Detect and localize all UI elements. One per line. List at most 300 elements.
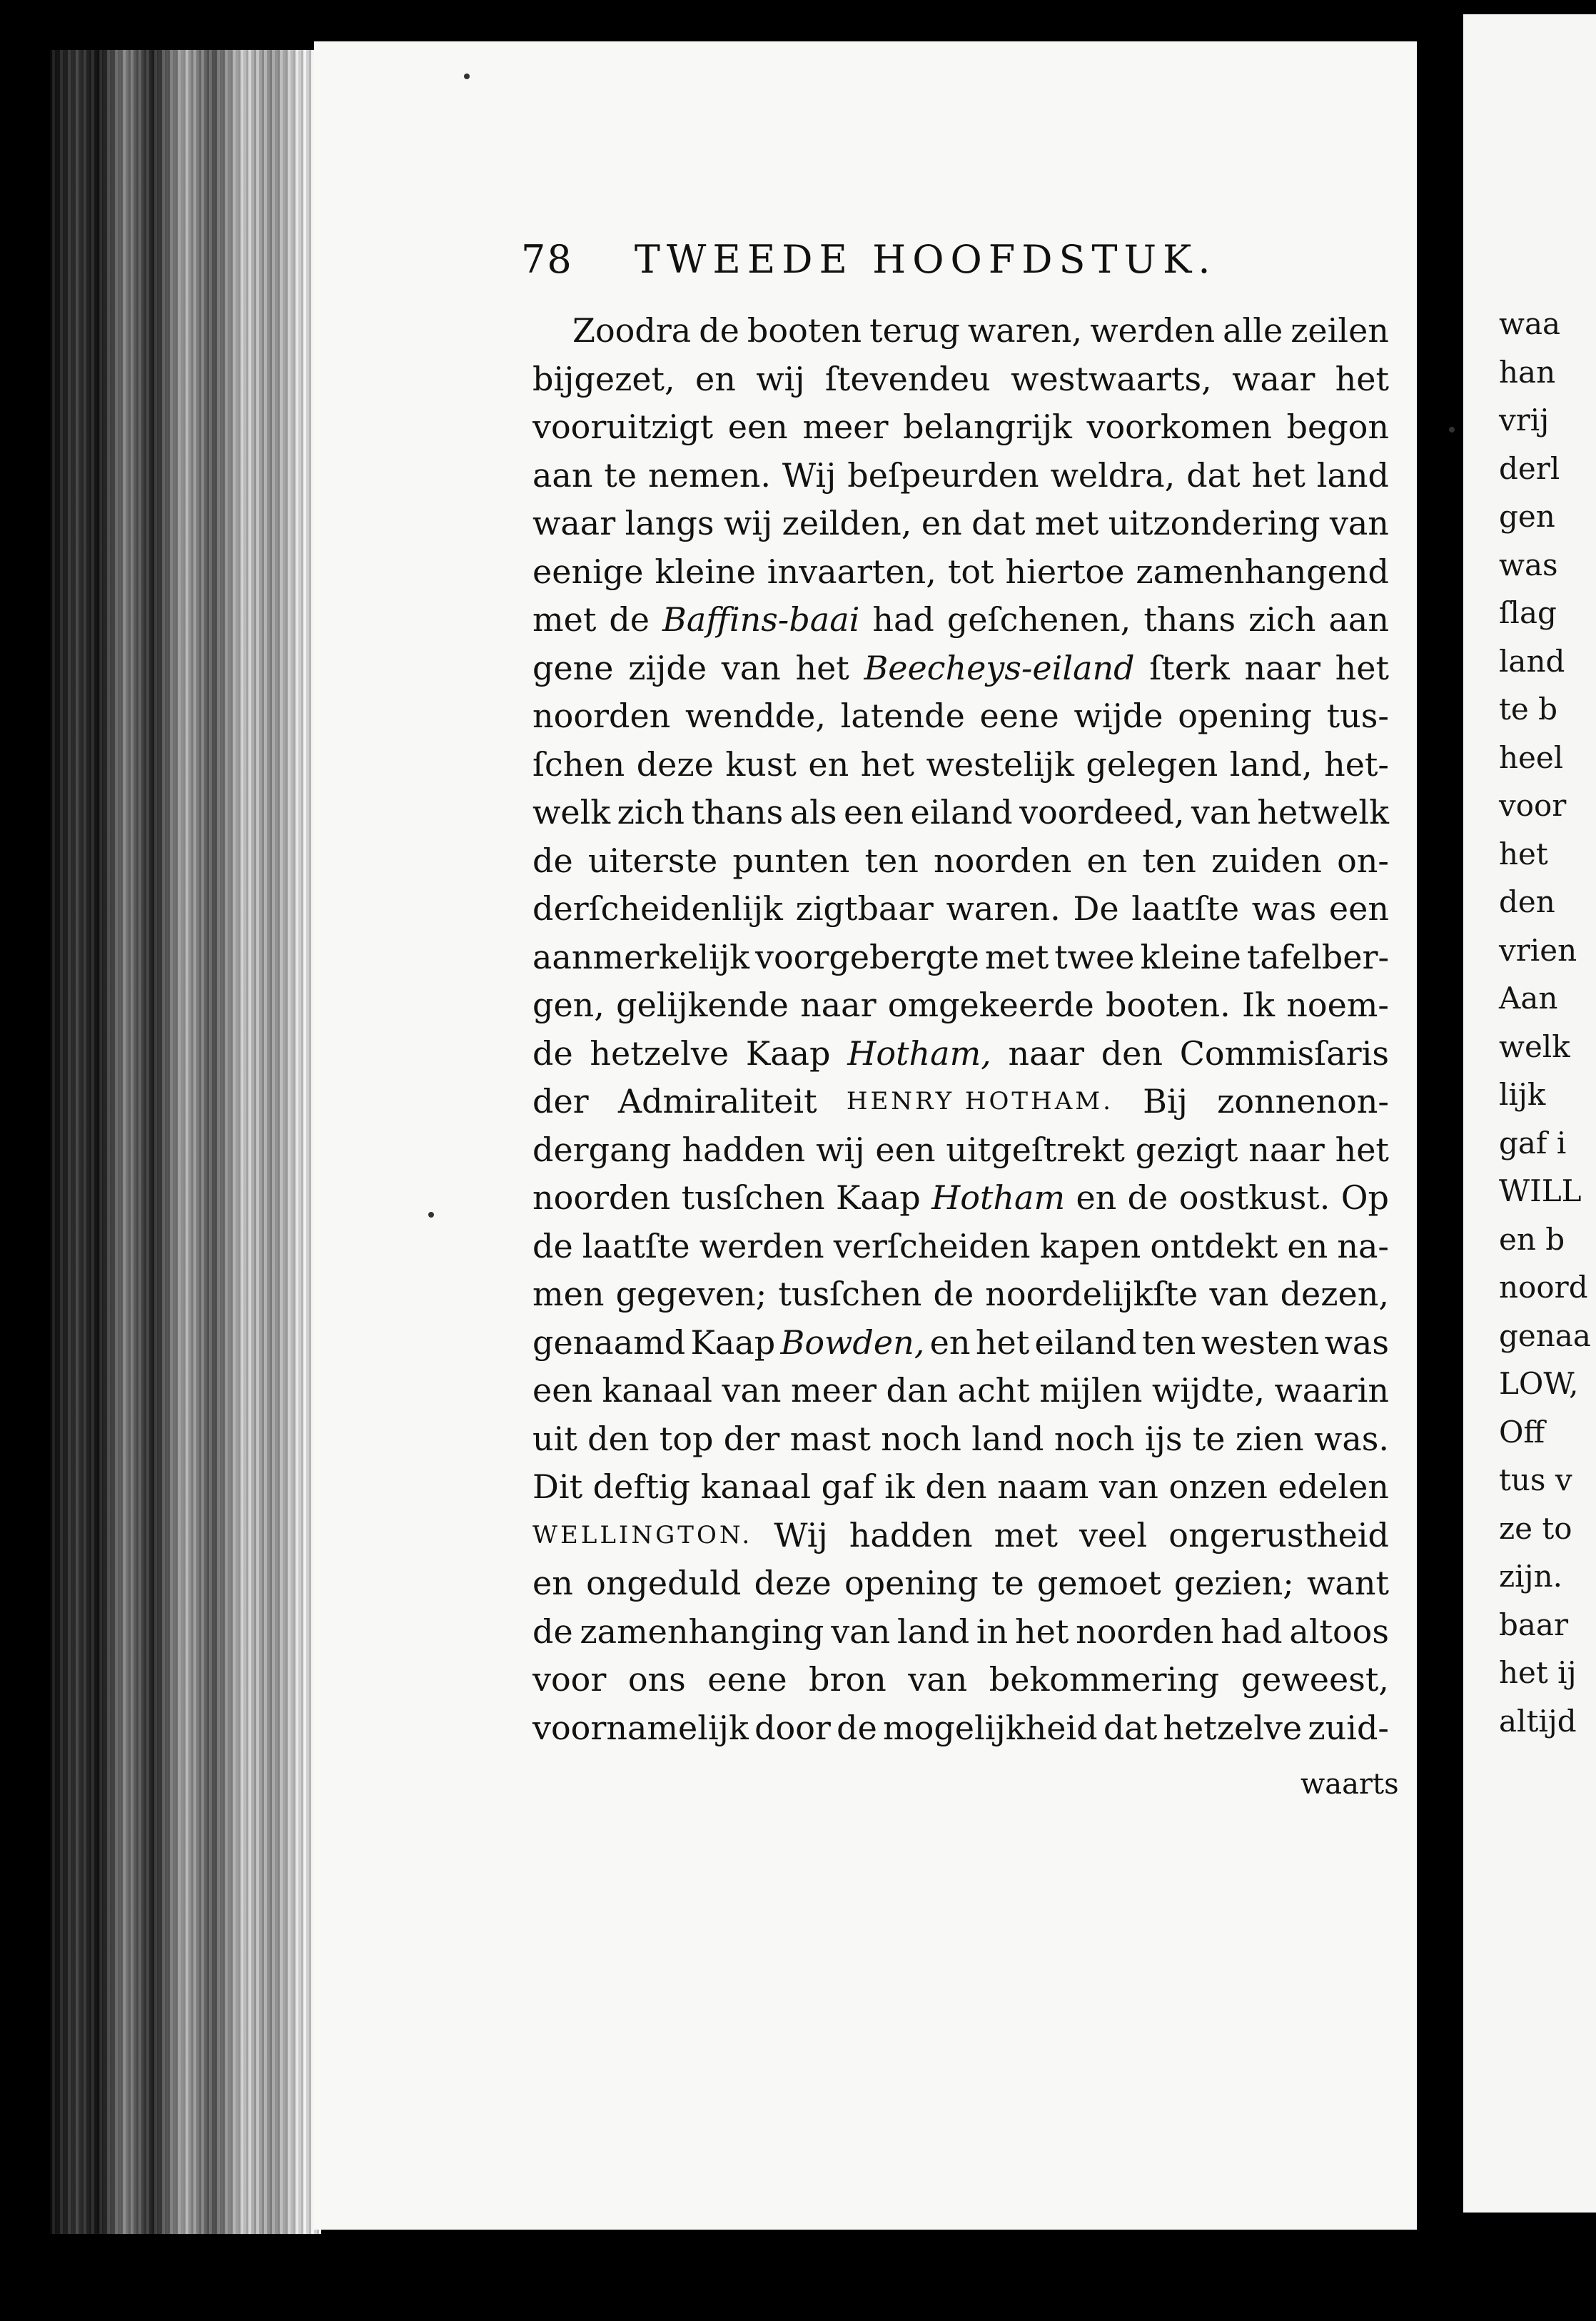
facing-page-fragment: derl <box>1499 450 1560 486</box>
facing-page-fragment: waa <box>1499 306 1561 341</box>
word: van <box>721 648 781 687</box>
word: en <box>921 504 962 542</box>
facing-page-fragment: den <box>1499 884 1555 919</box>
word: te <box>991 1564 1024 1602</box>
word: het <box>1335 648 1389 687</box>
word: met <box>1034 504 1099 542</box>
text-line <box>532 741 1389 789</box>
word: zuiden <box>1211 841 1322 880</box>
word: kapen <box>1039 1226 1141 1265</box>
word: en <box>808 744 849 784</box>
word: had <box>872 600 934 639</box>
word: noch <box>881 1419 961 1458</box>
word: kust <box>725 744 797 784</box>
word: acht <box>957 1371 1030 1410</box>
word: te <box>604 455 637 495</box>
word: noorden <box>934 841 1072 880</box>
word: waarin <box>1274 1371 1389 1410</box>
word: noorden <box>532 697 671 735</box>
word: met <box>532 600 597 639</box>
word: een <box>532 1371 593 1410</box>
word: booten <box>747 311 862 350</box>
facing-page-fragment: zijn. <box>1499 1559 1562 1594</box>
word: wij <box>756 359 805 398</box>
word: bron <box>809 1660 887 1699</box>
word: kleine <box>655 552 756 591</box>
word: hetzelve <box>590 1033 729 1073</box>
text-line <box>532 403 1389 452</box>
word: zonnenon- <box>1217 1082 1389 1121</box>
word: bijgezet, <box>532 359 675 398</box>
word: oostkust. <box>1178 1178 1330 1217</box>
word: den <box>1101 1033 1163 1073</box>
facing-page-fragment: tus v <box>1499 1462 1572 1497</box>
word: ten <box>1142 1323 1196 1362</box>
facing-page-fragment: LOW, <box>1499 1366 1579 1401</box>
word: wijde <box>1074 697 1163 735</box>
word: en <box>532 1564 573 1602</box>
text-line <box>532 1367 1389 1415</box>
word: en <box>1076 1178 1117 1217</box>
word: westen <box>1201 1323 1320 1362</box>
word: naar <box>1248 1130 1325 1169</box>
word: uitgeſtrekt <box>946 1130 1125 1169</box>
word: ongeduld <box>586 1564 742 1602</box>
word: westwaarts, <box>1011 359 1212 398</box>
word: Baffins-baai <box>662 600 860 639</box>
text-line <box>532 1270 1389 1319</box>
word: noordelijkſte <box>985 1275 1198 1313</box>
word: waren. <box>946 889 1061 928</box>
word: gemoet <box>1036 1564 1161 1602</box>
word: eiland <box>910 793 1013 831</box>
word: gen, <box>532 986 605 1024</box>
word: land, <box>1229 744 1313 784</box>
word: thans <box>691 793 784 831</box>
word: Admiraliteit <box>617 1082 817 1121</box>
word: Beecheys-eiland <box>864 648 1135 687</box>
word: geweest, <box>1241 1660 1389 1699</box>
word: belangrijk <box>903 408 1072 446</box>
word: Dit <box>532 1467 583 1506</box>
text-line <box>532 1174 1389 1223</box>
text-line <box>532 1656 1389 1704</box>
word: in <box>976 1612 1009 1651</box>
text-line <box>532 1559 1389 1608</box>
word: Wij <box>774 1515 828 1554</box>
facing-page-fragment: altijd <box>1499 1703 1577 1739</box>
word: uiterste <box>587 841 718 880</box>
word: wij <box>723 504 773 542</box>
word: meer <box>790 1371 877 1410</box>
word: zamenhanging <box>580 1612 824 1651</box>
word: voornamelijk <box>532 1708 749 1747</box>
word: land <box>971 1419 1044 1458</box>
word: laatſte <box>1131 889 1240 928</box>
word: tafelber- <box>1246 937 1389 976</box>
text-line <box>532 1319 1389 1367</box>
facing-page-fragment: ze to <box>1499 1510 1572 1546</box>
text-line <box>532 644 1389 693</box>
book-page-edges <box>50 50 321 2234</box>
text-line <box>532 596 1389 644</box>
word: Bij <box>1143 1082 1188 1121</box>
word: land <box>897 1612 970 1651</box>
word: het- <box>1324 744 1389 784</box>
word: van <box>1329 504 1389 542</box>
paper-speck <box>464 74 470 79</box>
facing-page-fragment: gen <box>1499 499 1555 534</box>
word: was. <box>1313 1419 1389 1458</box>
word: deftig <box>592 1467 690 1506</box>
word: mogelijkheid <box>883 1708 1098 1747</box>
text-line <box>532 452 1389 500</box>
word: land <box>1316 455 1389 495</box>
word: Zoodra <box>572 311 692 350</box>
word: de <box>837 1708 877 1747</box>
word: altoos <box>1289 1612 1389 1651</box>
text-line <box>532 789 1389 837</box>
word: uitzondering <box>1108 504 1320 542</box>
word: was <box>1251 889 1317 928</box>
word: langs <box>625 504 714 542</box>
word: de <box>1127 1178 1168 1217</box>
word: en <box>929 1323 971 1362</box>
word: van <box>831 1612 891 1651</box>
facing-page-fragment: land <box>1499 643 1565 679</box>
word: het <box>1335 1130 1389 1169</box>
word: werden <box>1090 311 1216 350</box>
word: ten <box>1142 841 1196 880</box>
word: eiland <box>1034 1323 1137 1362</box>
word: het <box>1015 1612 1069 1651</box>
word: gelegen <box>1086 744 1218 784</box>
word: deze <box>754 1564 832 1602</box>
word: geſchenen, <box>946 600 1131 639</box>
word: aan <box>532 455 593 495</box>
facing-page-fragment: vrien <box>1499 932 1577 968</box>
word: nemen. <box>648 455 771 495</box>
word: alle <box>1223 311 1283 350</box>
word: de <box>532 841 573 880</box>
word: eenige <box>532 552 644 591</box>
word: verſcheiden <box>833 1226 1031 1265</box>
word: HENRY HOTHAM. <box>846 1087 1113 1116</box>
word: derſcheidenlijk <box>532 889 783 928</box>
word: aanmerkelijk <box>532 937 749 976</box>
facing-page-fragment: Off <box>1499 1414 1545 1450</box>
facing-page-fragment: was <box>1499 547 1558 582</box>
word: den <box>925 1467 987 1506</box>
word: onzen <box>1168 1467 1268 1506</box>
word: gene <box>532 648 614 687</box>
word: noorden <box>1076 1612 1214 1651</box>
text-line <box>532 1608 1389 1657</box>
word: van <box>1098 1467 1158 1506</box>
word: tus- <box>1326 697 1389 735</box>
word: als <box>789 793 837 831</box>
word: thans <box>1143 600 1236 639</box>
word: het <box>975 1323 1030 1362</box>
word: dat <box>1186 455 1241 495</box>
word: met <box>984 937 1049 976</box>
text-line <box>532 307 1389 355</box>
word: dat <box>971 504 1026 542</box>
word: waar <box>532 504 616 542</box>
word: ſchen <box>532 744 625 784</box>
catchword: waarts <box>1300 1768 1399 1801</box>
word: latende <box>840 697 965 735</box>
word: zich <box>617 793 685 831</box>
word: ſtevendeu <box>824 359 991 398</box>
word: hetzelve <box>1163 1708 1303 1747</box>
word: en <box>1287 1226 1328 1265</box>
word: weldra, <box>1050 455 1176 495</box>
word: beſpeurden <box>847 455 1039 495</box>
word: met <box>994 1515 1058 1554</box>
text-line <box>532 981 1389 1030</box>
word: hadden <box>849 1515 973 1554</box>
word: hadden <box>682 1130 806 1169</box>
word: het <box>860 744 915 784</box>
facing-page-fragment: noord <box>1499 1270 1588 1305</box>
word: punten <box>732 841 850 880</box>
word: een <box>727 408 788 446</box>
word: het <box>795 648 849 687</box>
word: Op <box>1340 1178 1389 1217</box>
word: was <box>1324 1323 1389 1362</box>
word: de <box>933 1275 974 1313</box>
text-line <box>532 1415 1389 1464</box>
word: tusſchen <box>681 1178 825 1217</box>
text-line <box>532 1126 1389 1175</box>
text-line <box>532 1704 1389 1753</box>
word: naar <box>1008 1033 1084 1073</box>
word: en <box>695 359 736 398</box>
word: kleine <box>1140 937 1241 976</box>
word: dat <box>1103 1708 1158 1747</box>
word: dergang <box>532 1130 672 1169</box>
facing-page-fragment: het ij <box>1499 1655 1577 1690</box>
facing-page-fragment: vrij <box>1499 403 1550 438</box>
facing-page-fragment: het <box>1499 836 1548 871</box>
text-line <box>532 1030 1389 1078</box>
facing-page-fragment: lijk <box>1499 1077 1546 1112</box>
word: gelijkende <box>616 986 789 1024</box>
facing-page-fragment: ſlag <box>1499 595 1557 630</box>
word: zich <box>1248 600 1316 639</box>
word: werden <box>699 1226 824 1265</box>
word: Bowden, <box>780 1323 925 1362</box>
word: edelen <box>1278 1467 1389 1506</box>
word: Commisſaris <box>1179 1033 1389 1073</box>
word: ongerustheid <box>1168 1515 1389 1554</box>
word: ſterk <box>1149 648 1230 687</box>
facing-page-text <box>1499 300 1596 1745</box>
word: wij <box>816 1130 865 1169</box>
word: men <box>532 1275 605 1313</box>
word: kanaal <box>602 1371 713 1410</box>
text-line <box>532 934 1389 982</box>
text-line <box>532 837 1389 886</box>
word: zeilden, <box>782 504 912 542</box>
running-head <box>521 237 1256 287</box>
word: eene <box>707 1660 787 1699</box>
word: Wij <box>782 455 837 495</box>
facing-page-fragment: en b <box>1499 1221 1565 1257</box>
word: veel <box>1079 1515 1148 1554</box>
paper-speck <box>428 1212 434 1218</box>
word: de <box>532 1033 573 1073</box>
word: laatſte <box>582 1226 690 1265</box>
word: gegeven; <box>615 1275 767 1313</box>
facing-page-fragment: welk <box>1499 1028 1570 1064</box>
word: ontdekt <box>1150 1226 1278 1265</box>
word: meer <box>802 408 889 446</box>
word: deze <box>636 744 714 784</box>
facing-page-fragment: Aan <box>1499 981 1558 1016</box>
word: wijdte, <box>1151 1371 1265 1410</box>
word: zigtbaar <box>795 889 934 928</box>
word: noch <box>1054 1419 1135 1458</box>
word: zien <box>1235 1419 1304 1458</box>
word: der <box>532 1082 589 1121</box>
paper-speck <box>1449 427 1455 433</box>
word: want <box>1307 1564 1389 1602</box>
word: hiertoe <box>1005 552 1125 591</box>
word: Hotham, <box>847 1033 991 1073</box>
word: eene <box>979 697 1059 735</box>
word: zamenhangend <box>1136 552 1389 591</box>
facing-page-fragment: gaf i <box>1499 1125 1567 1160</box>
word: opening <box>1178 697 1312 735</box>
text-line <box>532 355 1389 404</box>
word: westelijk <box>926 744 1074 784</box>
word: vooruitzigt <box>532 408 714 446</box>
word: omgekeerde <box>887 986 1094 1024</box>
word: een <box>875 1130 936 1169</box>
word: top <box>659 1419 714 1458</box>
word: had <box>1221 1612 1283 1651</box>
word: invaarten, <box>767 552 936 591</box>
word: tot <box>947 552 994 591</box>
word: welk <box>532 793 611 831</box>
word: bekommering <box>989 1660 1220 1699</box>
text-line <box>532 692 1389 741</box>
word: voor <box>532 1660 607 1699</box>
word: der <box>723 1419 780 1458</box>
word: ten <box>864 841 919 880</box>
word: genaamd <box>532 1323 686 1362</box>
page-number: 78 <box>521 237 573 282</box>
word: tusſchen <box>778 1275 922 1313</box>
word: het <box>1251 455 1305 495</box>
word: naar <box>800 986 877 1024</box>
facing-page-fragment: heel <box>1499 739 1564 775</box>
word: ik <box>884 1467 915 1506</box>
word: Kaap <box>745 1033 831 1073</box>
word: dan <box>886 1371 948 1410</box>
word: booten. <box>1105 986 1231 1024</box>
facing-page-fragment: te b <box>1499 692 1557 727</box>
text-line <box>532 500 1389 548</box>
word: te <box>1192 1419 1226 1458</box>
word: voorkomen <box>1086 408 1272 446</box>
word: naar <box>1244 648 1320 687</box>
word: waren, <box>967 311 1083 350</box>
word: wendde, <box>685 697 826 735</box>
facing-page-fragment: WILL <box>1499 1173 1582 1208</box>
text-line <box>532 1223 1389 1271</box>
word: gaf <box>821 1467 874 1506</box>
word: noorden <box>532 1178 671 1217</box>
text-line <box>532 1512 1389 1560</box>
word: Ik <box>1242 986 1276 1024</box>
word: mijlen <box>1039 1371 1143 1410</box>
word: van <box>722 1371 782 1410</box>
word: een <box>1328 889 1389 928</box>
word: den <box>587 1419 650 1458</box>
word: kanaal <box>700 1467 812 1506</box>
facing-page-fragment: baar <box>1499 1607 1569 1642</box>
text-line <box>532 1078 1389 1126</box>
word: mast <box>789 1419 871 1458</box>
text-line <box>532 548 1389 597</box>
word: zijde <box>628 648 707 687</box>
text-line <box>532 1463 1389 1512</box>
word: een <box>843 793 904 831</box>
word: van <box>1209 1275 1269 1313</box>
word: Hotham <box>931 1178 1066 1217</box>
chapter-title: TWEEDE HOOFDSTUK. <box>634 237 1217 282</box>
word: het <box>1335 359 1389 398</box>
word: twee <box>1054 937 1135 976</box>
word: de <box>609 600 650 639</box>
word: uit <box>532 1419 577 1458</box>
word: opening <box>844 1564 979 1602</box>
word: en <box>1086 841 1128 880</box>
word: ons <box>627 1660 686 1699</box>
word: zeilen <box>1291 311 1389 350</box>
word: van <box>1191 793 1251 831</box>
word: gezigt <box>1135 1130 1238 1169</box>
word: de <box>532 1612 573 1651</box>
word: Kaap <box>690 1323 776 1362</box>
facing-page-fragment: voor <box>1499 788 1567 823</box>
text-line <box>532 885 1389 934</box>
word: De <box>1073 889 1119 928</box>
facing-page-fragment: genaa <box>1499 1318 1591 1353</box>
word: voordeed, <box>1019 793 1185 831</box>
word: begon <box>1286 408 1389 446</box>
word: ijs <box>1144 1419 1183 1458</box>
word: Kaap <box>836 1178 921 1217</box>
word: dezen, <box>1280 1275 1389 1313</box>
facing-page-fragment: han <box>1499 354 1556 390</box>
word: naam <box>997 1467 1089 1506</box>
word: voorgebergte <box>754 937 979 976</box>
word: noem- <box>1286 986 1389 1024</box>
word: aan <box>1328 600 1389 639</box>
word: van <box>908 1660 968 1699</box>
word: waar <box>1232 359 1315 398</box>
word: terug <box>869 311 960 350</box>
word: WELLINGTON. <box>532 1520 753 1549</box>
word: de <box>532 1226 573 1265</box>
word: zuid- <box>1308 1708 1389 1747</box>
word: on- <box>1337 841 1389 880</box>
word: na- <box>1337 1226 1389 1265</box>
